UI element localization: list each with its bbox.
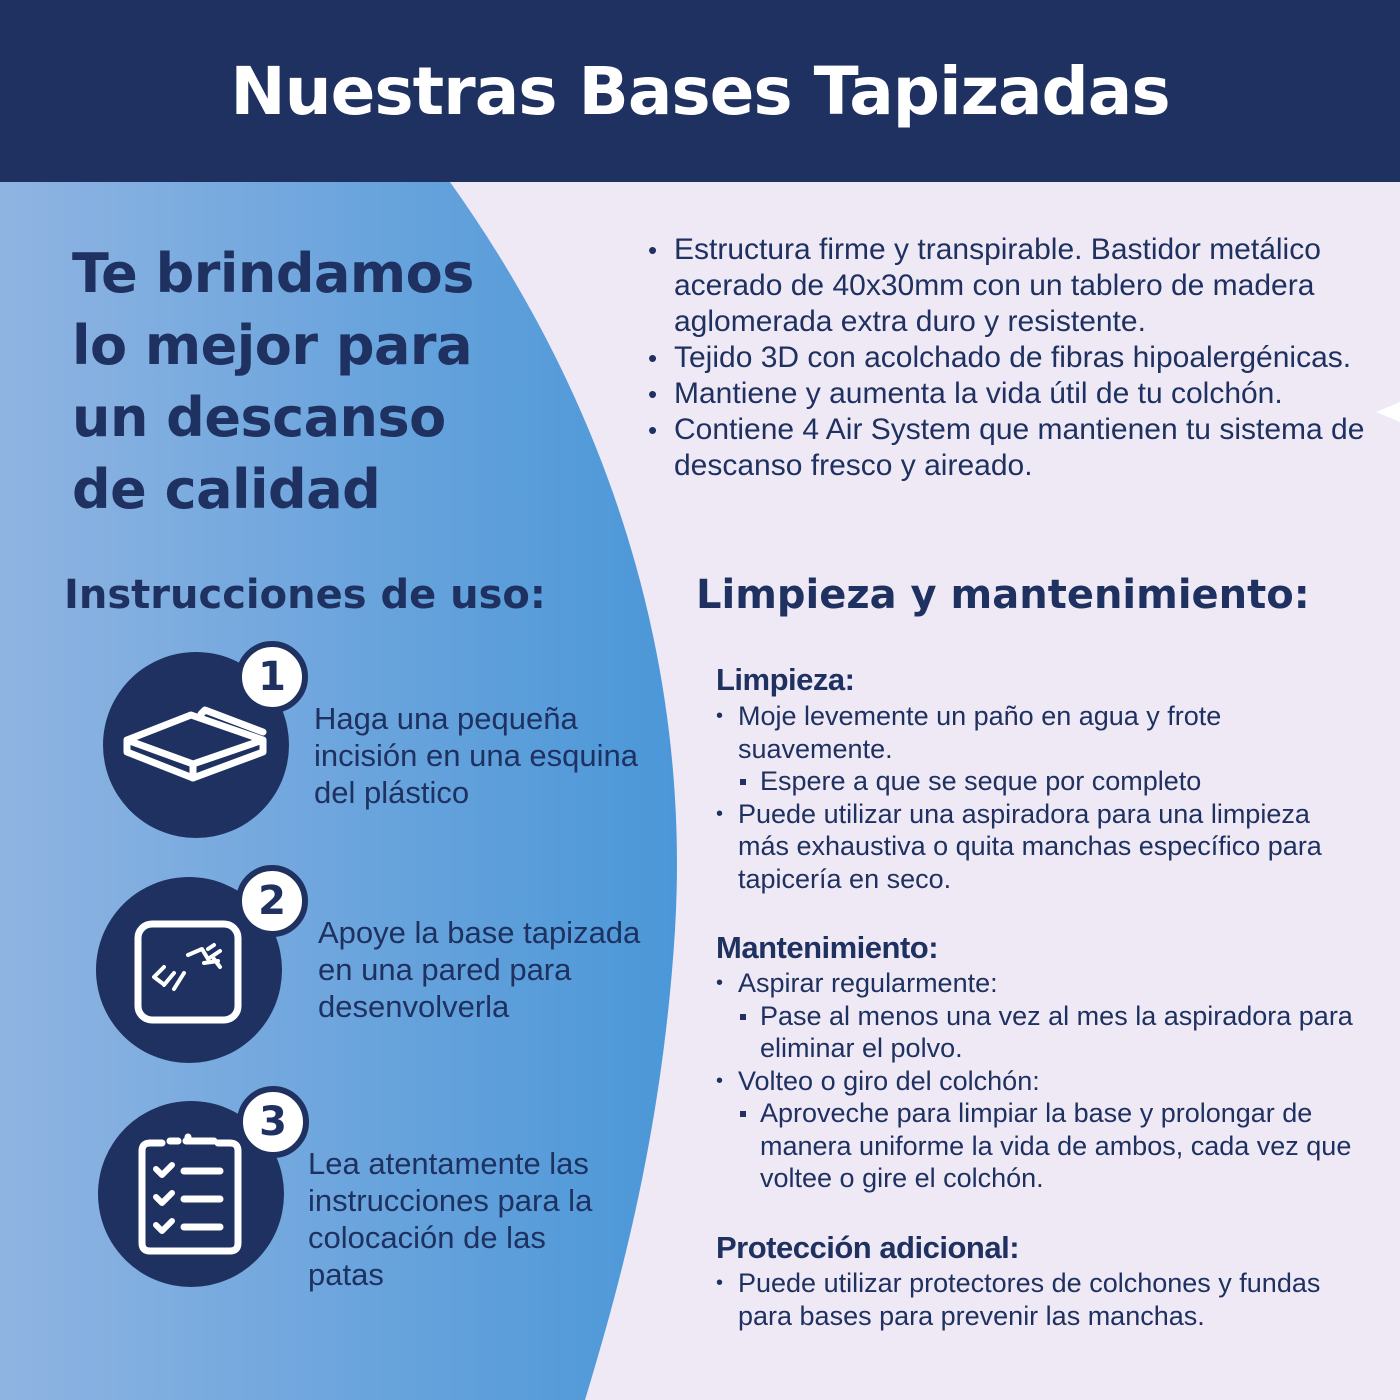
list-item: • Puede utilizar protectores de colchones y fundas para bases para prevenir las manchas. xyxy=(716,1267,1366,1332)
list-item: • Puede utilizar una aspiradora para una limpieza más exhaustiva o quita manchas específico para tapicería en seco. xyxy=(716,798,1366,896)
feature-item: • Tejido 3D con acolchado de fibras hipoalergénicas. xyxy=(648,340,1378,376)
list-subitem: Espere a que se seque por completo xyxy=(716,765,1366,798)
step-1-text: Haga una pequeña incisión en una esquina del plástico xyxy=(314,701,639,810)
list-item: • Volteo o giro del colchón: xyxy=(716,1065,1366,1098)
step-3-badge: 3 xyxy=(237,1086,309,1158)
instructions-heading: Instrucciones de uso: xyxy=(64,572,546,618)
step-3-text: Lea atentamente las instrucciones para la colocación de las patas xyxy=(308,1146,593,1292)
list-subitem: Pase al menos una vez al mes la aspiradora para eliminar el polvo. xyxy=(716,1000,1366,1065)
step-2-text: Apoye la base tapizada en una pared para desenvolverla xyxy=(318,915,641,1024)
step-2-badge: 2 xyxy=(236,865,308,937)
feature-item: • Mantiene y aumenta la vida útil de tu colchón. xyxy=(648,376,1378,412)
edge-arrow-icon xyxy=(1376,402,1400,422)
features-list xyxy=(648,232,1378,484)
page-title: Nuestras Bases Tapizadas xyxy=(230,52,1170,130)
cleaning-list xyxy=(716,700,1366,895)
protection-list xyxy=(716,1267,1366,1332)
step-1-badge: 1 xyxy=(236,641,308,713)
cleaning-heading: Limpieza: xyxy=(716,662,855,697)
list-item: • Moje levemente un paño en agua y frote suavemente. xyxy=(716,700,1366,765)
maintenance-heading: Limpieza y mantenimiento: xyxy=(696,572,1310,618)
header-banner xyxy=(0,0,1400,182)
upkeep-list xyxy=(716,967,1366,1195)
tagline: Te brindamos lo mejor para un descanso de calidad xyxy=(72,242,474,521)
feature-item: • Contiene 4 Air System que mantienen tu sistema de descanso fresco y aireado. xyxy=(648,412,1378,484)
feature-item: • Estructura firme y transpirable. Bastidor metálico acerado de 40x30mm con un tablero de madera aglomerada extra duro y resistente. xyxy=(648,232,1378,340)
list-subitem: Aproveche para limpiar la base y prolongar de manera uniforme la vida de ambos, cada vez que voltee o gire el colchón. xyxy=(716,1097,1366,1195)
list-item: • Aspirar regularmente: xyxy=(716,967,1366,1000)
upkeep-heading: Mantenimiento: xyxy=(716,930,939,965)
protection-heading: Protección adicional: xyxy=(716,1230,1020,1265)
